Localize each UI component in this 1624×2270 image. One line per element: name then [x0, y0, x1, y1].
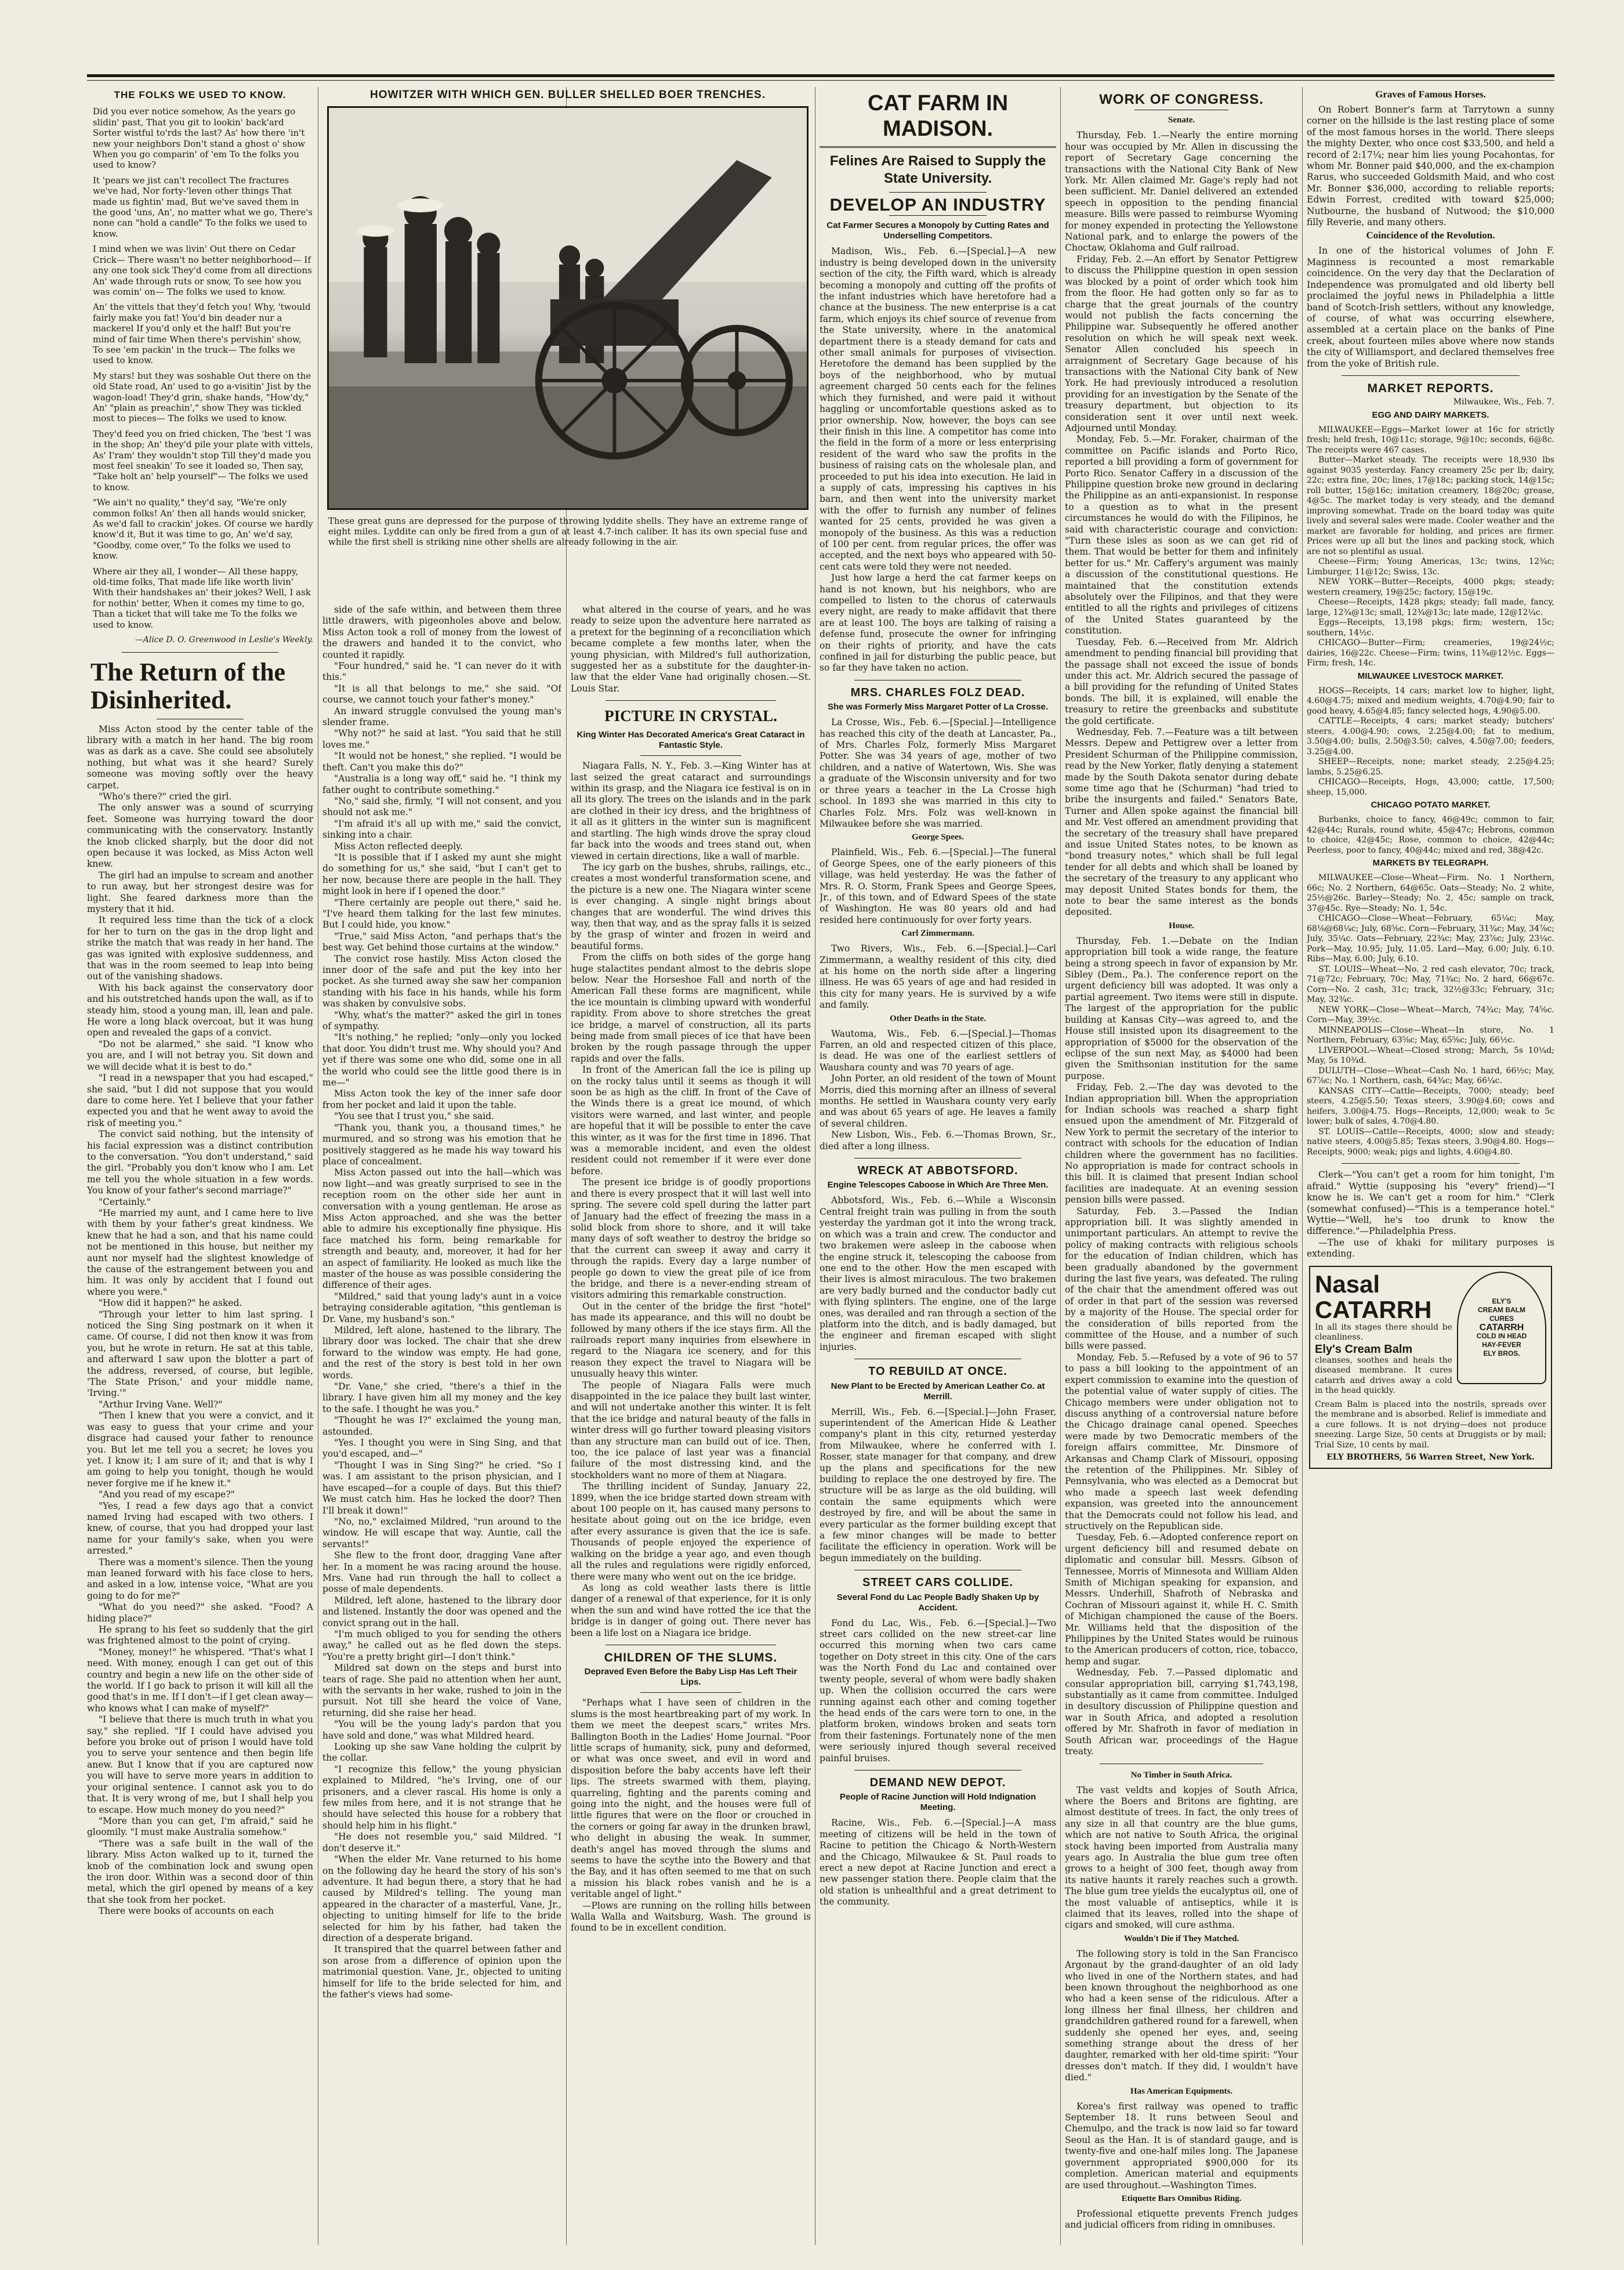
paragraph: ST. LOUIS—Wheat—No. 2 red cash elevator, 70c; track, 71@72c; February, 70c; May, 71¾c; No. 2 hard, 66@67c. Corn—No. 2 cash, 31c; track, 32½@33c; February, 31c; May, 32¾c.: [1307, 964, 1554, 1005]
other-deaths-title: Other Deaths in the State.: [890, 1013, 986, 1023]
paragraph: "No, no," exclaimed Mildred, "run around to the window. He will escape that way. Auntie, call the servants!": [322, 1516, 561, 1549]
street-cars-title: STREET CARS COLLIDE.: [862, 1576, 1013, 1590]
column-divider: [1302, 87, 1303, 2245]
paragraph: With his back against the conservatory door and his outstretched hands upon the wall, as if to steady him, stood a young man, ill, lean and pale. He wore a long black overcoat, but it was hung open and revealed the gaps of a convict.: [87, 982, 313, 1038]
paragraph: "It is all that belongs to me," she said. "Of course, we cannot touch your father's money.": [322, 683, 561, 705]
divider: [640, 755, 741, 756]
paragraph: "Dr. Vane," she cried, "there's a thief in the library. I have given him all my money and the key to the safe. I thought he was you.": [322, 1381, 561, 1414]
paragraph: Korea's first railway was opened to traffic September 18. It runs between Seoul and Chemulpo, and the track is now laid so far toward Seoul as the Han. It is of standard gauge, and is twenty-five and one-half miles long. The Japanese government appropriated $900,000 for its completion. American material and equipments are used throughout.—Washington Times.: [1065, 2101, 1298, 2191]
paragraph: "Thank you, thank you, a thousand times," he murmured, and so strong was his emotion that he positively staggered as he made his way toward his place of concealment.: [322, 1122, 561, 1167]
paragraph: Butter—Market steady. The receipts were 18,930 lbs against 9035 yesterday. Fancy creamery 25c per lb; dairy, 22c; extra fine, 20c; lines, 17@18c; packing stock, 14@15c; roll butter, 15@16c; imitation creamery, 18@20c; grease, 4@5c. The market today is very steady, and the demand improving somewhat. Trade on the board today was quite lively and several sales were made. Cooler weather and the market are favorable for holding, and prices are firmer. Prices were up all but the lines and packing stock, which are not so plentiful as usual.: [1307, 455, 1554, 556]
paragraph: "Why not?" he said at last. "You said that he still loves me.": [322, 728, 561, 750]
top-rule-thin: [87, 80, 1554, 81]
column-divider: [1060, 87, 1061, 2245]
paragraph: Niagara Falls, N. Y., Feb. 3.—King Winter has at last seized the great cataract and surroundings within its grasp, and the Niagara ice festival is on in all its glory. The trees on the islands and in the park are clothed in their icy dress, and the brightness of it all as it glitters in the winter sun is magnificent and startling. The high winds drove the spray cloud far back into the woods and trees stand out, when viewed in certain directions, like a wall of marble.: [571, 761, 811, 861]
spees-body: [820, 847, 1056, 926]
rebuild-title: TO REBUILD AT ONCE.: [868, 1365, 1007, 1378]
divider: [606, 700, 776, 701]
timber-body: [1065, 1785, 1298, 1931]
paragraph: KANSAS CITY—Cattle—Receipts, 7000; steady; beef steers, 4.25@5.50; Texas steers, 3.90@4.60; cows and heifers, 3.00@4.75. Hogs—Receipts, 12,000; weak to 5c lower; bulk of sales, 4.70@4.80.: [1307, 1086, 1554, 1127]
wreck-subhead: Engine Telescopes Caboose in Which Are Three Men.: [827, 1180, 1049, 1190]
folz-subhead: She was Formerly Miss Margaret Potter of La Crosse.: [827, 702, 1049, 712]
paragraph: "Four hundred," said he. "I can never do it with this.": [322, 661, 561, 683]
market-title: MARKET REPORTS.: [1367, 381, 1494, 395]
slums-subhead: Depraved Even Before the Baby Lisp Has Left Their Lips.: [584, 1667, 798, 1688]
telegraph-title: MARKETS BY TELEGRAPH.: [1372, 858, 1489, 868]
ad-product: Ely's Cream Balm: [1315, 1342, 1413, 1356]
joke-body: [1307, 1170, 1554, 1259]
paragraph: —Plows are running on the rolling hills between Walla Walla and Waitsburg, Wash. The ground is found to be in excellent condition.: [571, 1900, 811, 1934]
jar-label: ELY'S: [1492, 1297, 1511, 1306]
wouldnt-title: Wouldn't Die if They Matched.: [1123, 1934, 1239, 1943]
paragraph: "Who's there?" cried the girl.: [99, 791, 232, 802]
ad-header: [1315, 1272, 1546, 1396]
potato-body: [1307, 815, 1554, 856]
paragraph: The people of Niagara Falls were much disappointed in the ice palace they built last winter, and will not undertake another this winter. It is felt that the ice bridge and natural beauty of the falls in winter dress will go further toward pleasing visitors than any structure man can build out of ice. Then, too, the ice palace of last year was a financial failure of the most distressing kind, and the stockholders want no more of them at Niagara.: [571, 1380, 811, 1480]
revolution-body: [1307, 245, 1554, 369]
paragraph: Racine, Wis., Feb. 6.—[Special.]—A mass meeting of citizens will be held in the town of Racine to petition the Chicago & North-Western and the Chicago, Milwaukee & St. Paul roads to erect a new depot at Racine Junction and erect a new passenger station there. People claim that the old station is unhealthful and a great detriment to the community.: [820, 1818, 1056, 1907]
zimmermann-body: [820, 943, 1056, 1011]
paragraph: "Perhaps what I have seen of children in the slums is the most heartbreaking part of my work. In them we meet the deepest scars," writes Mrs. Ballington Booth in the Ladies' Home Journal. "Poor little scraps of humanity, sick, puny and deformed, or what was once sweet, and evil in word and disposition before the baby accents have left their lips. The streets swarmed with them, playing, quarreling, fighting and the parents coming and going into the night, and the houses were full of little figures that were on the floor or crouched in the corners or going far away in the drunken brawl, who delight in abusing the weak. In summer, death's angel has moved through the slums and seems to have the scythe into the Bowery and that the Bay, and it has often seemed to me that on such a mission his black robes vanish and he is a veritable angel of light.": [571, 1697, 811, 1900]
graves-body: [1307, 104, 1554, 228]
egg-title: EGG AND DAIRY MARKETS.: [1372, 410, 1489, 420]
paragraph: Plainfield, Wis., Feb. 6.—[Special.]—The funeral of George Spees, one of the early pioneers of this village, was held yesterday. He was the father of Mrs. R. O. Storm, Frank Spees and George Spees, Jr., of this town, and of Edward Spees of the state of Washington. He was 80 years old and had resided here continuously for over forty years.: [820, 847, 1056, 925]
wreck-title: WRECK AT ABBOTSFORD.: [857, 1164, 1018, 1178]
paragraph: Tuesday, Feb. 6.—Received from Mr. Aldrich amendment to pending financial bill providing that the passage shall not exceed the issue of bonds under this act. Mr. Aldrich secured the passage of a bill providing for the refunding of United States bonds. The bill, it is explained, will enable the treasury to retire the greenbacks and substitute the gold certificate.: [1065, 636, 1298, 726]
egg-body: [1307, 425, 1554, 669]
paragraph: DULUTH—Close—Wheat—Cash No. 1 hard, 66½c; May, 67⅞c; No. 1 Northern, cash, 64¾c; May, 66¼c.: [1307, 1066, 1554, 1086]
paragraph: The following story is told in the San Francisco Argonaut by the grand-daughter of an old lady who lived in one of the Northern states, and had been known throughout the neighborhood as one who had a keen sense of the ridiculous. After a long illness her final illness, her children and grandchildren gathered round for a farewell, when suddenly she opened her eyes, and, seeing something strange about the dress of her daughter, remarked with her old-time spirit: "Your dresses don't match. If they did, I wouldn't have died.": [1065, 1948, 1298, 2083]
paragraph: Cheese—Firm; Young Americas, 13c; twins, 12¾c; Limburger, 11@12c; Swiss, 13c.: [1307, 557, 1554, 577]
jar-label: CATARRH: [1479, 1323, 1524, 1333]
korea-body: [1065, 2101, 1298, 2191]
paragraph: "Yes. I thought you were in Sing Sing, and that you'd escaped, and—": [322, 1438, 561, 1460]
paragraph: The present ice bridge is of goodly proportions and there is every prospect that it will last well into spring. The severe cold spell during the latter part of January had the effect of freezing the mass in a solid block from shore to shore, and it will take many days of soft weather to destroy the bridge so that the current can sweep it away and carry it through the rapids. Every day a large number of people go down to view the great pile of ice from the bridge, and there is a never-ending stream of visitors admiring this remarkable construction.: [571, 1177, 811, 1301]
paragraph: "No," said she, firmly, "I will not consent, and you should not ask me.": [322, 795, 561, 818]
livestock-title: MILWAUKEE LIVESTOCK MARKET.: [1357, 671, 1504, 681]
paragraph: ST. LOUIS—Cattle—Receipts, 4000; slow and steady; native steers, 4.00@5.85; Texas steers, 3.90@4.80. Hogs—Receipts, 9000; weak; pigs and lights, 4.60@4.80.: [1307, 1127, 1554, 1157]
senate-title: Senate.: [1168, 115, 1195, 125]
poem-stanza: My stars! but they was soshable Out there on the old State road, An' used to go a-visitin' Jist by the wagon-load! They'd grin, shake hands, "How'dy," An' "plain as preachin'," show They was tickled most to pieces— The folks we used to know.: [93, 370, 311, 424]
paragraph: "Thought I was in Sing Sing?" he cried. "So I was. I am assistant to the prison physician, and I have escaped—for a couple of days. But this thief? We must catch him. Has he locked the door? Then I'll break it down!": [322, 1460, 561, 1516]
paragraph: NEW YORK—Butter—Receipts, 4000 pkgs; steady; western creamery, 19@25c; factory, 15@19c.: [1307, 577, 1554, 597]
depot-title: DEMAND NEW DEPOT.: [869, 1776, 1006, 1789]
divider: [640, 1692, 741, 1693]
paragraph: Miss Acton reflected deeply.: [334, 841, 463, 852]
cream-balm-jar-icon: [1457, 1272, 1546, 1384]
paragraph: "Thought he was I?" exclaimed the young man, astounded.: [322, 1415, 561, 1437]
potato-title: CHICAGO POTATO MARKET.: [1371, 800, 1491, 810]
story-title: The Return of the Disinherited.: [90, 657, 286, 714]
paragraph: "I read in a newspaper that you had escaped," she said, "but I did not suppose that you would dare to come here. Yet I believe that your father expected you and that he went away to avoid the risk of meeting you.": [87, 1073, 313, 1128]
paragraph: LIVERPOOL—Wheat—Closed strong; March, 5s 10¼d; May, 5s 10¾d.: [1307, 1045, 1554, 1066]
photo-caption: These great guns are depressed for the purpose of throwing lyddite shells. They have an extreme range of eight miles. Lyddite can only be fired from a gun of at least 4.7-inch caliber. It has its own special fuse and while the first shell is striking nine other shells are already following in the air.: [328, 516, 807, 548]
paragraph: "He does not resemble you," said Mildred. "I don't deserve it.": [322, 1831, 561, 1853]
paragraph: "When the elder Mr. Vane returned to his home on the following day he heard the story of his son's adventure. It had begun there, a story that he had caused by Mildred's telling. The young man appeared in the character of a masterful, Vane, Jr., objecting to uniting himself for life to the bride selected for him by his father, had taken the direction of a desperate brigand.: [322, 1854, 561, 1943]
paragraph: Thursday, Feb. 1.—Nearly the entire morning hour was occupied by Mr. Allen in discussing the report of Secretary Gage concerning the transactions with the National City Bank of New York. Mr. Allen claimed Mr. Gage's reply had not been sufficient. Mr. Daniel delivered an extended speech in opposition to the pending financial measure. Bills were passed to reimburse Wyoming for money expended in protecting the Yellowstone National park, and to enlarge the powers of the Choctaw, Oklahoma and Gulf railroad.: [1065, 130, 1298, 254]
paragraph: The convict said nothing, but the intensity of his facial expression was a distinct contribution to the conversation. "You don't understand," said the girl. "Probably you don't know who I am. Let me tell you the whole situation in a few words. You know of your father's second marriage?": [87, 1129, 313, 1196]
paragraph: Just how large a herd the cat farmer keeps on hand is not known, but his neighbors, who are compelled to listen to the chorus of caterwauls every night, are ready to make affidavit that there are at least 100. The boys are talking of raising a defense fund, prosecute the owner for infringing on their rights of priority, and have the cats confined in jail for disturbing the public peace, but so far they have taken no action.: [820, 573, 1056, 674]
paragraph: In one of the historical volumes of John F. Maginness is recounted a most remarkable coincidence. On the very day that the Declaration of Independence was promulgated and old liberty bell proclaimed the joyful news in Philadelphia a little band of Scotch-Irish settlers, without any knowledge, of course, of what was occurring elsewhere, assembled at a certain place on the banks of Pine creek, about fourteen miles above where now stands the city of Williamsport, and declared themselves free from the yoke of British rule.: [1307, 245, 1554, 369]
story-tail: [571, 604, 811, 694]
poem-stanza: I mind when we was livin' Out there on Cedar Crick— There wasn't no better neighborhood— If any one took sick They'd come from all directions An' wade through ruts or snow, To see how you was comin' on— The folks we used to know.: [93, 244, 312, 297]
paragraph: On Robert Bonner's farm at Tarrytown a sunny corner on the hillside is the last resting place of some of the most famous horses in the world. There sleeps the mighty Dexter, who once cost $33,500, and held a record of 2:17¼; near him lies young Pocahontas, for whom Mr. Bonner paid $40,000, and the ex-champion Rarus, who succeeded Goldsmith Maid, and who cost Mr. Bonner $36,000, according to reliable reports; Edwin Forrest, credited with toward $25,000; Nutbourne, the husband of Nutwood; the $10,000 filly Reverie, and many others.: [1307, 104, 1554, 228]
column-6: [1307, 87, 1554, 2245]
paragraph: Miss Acton took the key of the inner safe door from her pocket and laid it upon the table.: [322, 1088, 561, 1110]
paragraph: "Through your letter to him last spring. I noticed the Sing Sing postmark on it when it came. Of course, I did not then know it was from you, but he wrote in return. He sat at this table, and afterward I saw upon the blotter a part of the address, reversed, of course, but legible, 'The State Prison,' and your middle name, 'Irving.'": [87, 1309, 313, 1399]
paragraph: "Then I knew that you were a convict, and it was easy to guess that your crime and your disgrace had caused your father to renounce you. But let me tell you a secret; he loves you yet. I know it; I am sure of it; and that is why I am going to help you tonight, though he would never forgive me if he knew it.": [87, 1410, 313, 1489]
folz-title: MRS. CHARLES FOLZ DEAD.: [850, 686, 1025, 699]
paragraph: He sprang to his feet so suddenly that the girl was frightened almost to the point of crying.: [87, 1624, 313, 1646]
paragraph: NEW YORK—Close—Wheat—March, 74¾c; May, 74⅝c. Corn—May, 39½c.: [1307, 1005, 1554, 1025]
paragraph: Merrill, Wis., Feb. 6.—[Special.]—John Fraser, superintendent of the American Hide & Leather company's plant in this city, returned yesterday from Milwaukee, where he conferred with I. Rosser, state manager for that company, and drew up the plans and specifications for the new building to replace the one destroyed by fire. The structure will be as large as the old building, will contain the same equipments which were destroyed by fire, and will be about the same in every particular as the former building except that a few minor changes will be made to better facilitate the efficiency in operation. Work will be begun immediately on the building.: [820, 1406, 1056, 1563]
ad-text: [1315, 1272, 1452, 1396]
paragraph: Clerk—"You can't get a room for him tonight, I'm afraid." Wyttie (supposing his "every" friend)—"I know he is. We can't get a room for him." "Clerk (somewhat confused)—"This is a temperance hotel." Wyttie—"Well, he's too drunk to know the difference."—Philadelphia Press.: [1307, 1170, 1554, 1237]
paragraph: The girl had an impulse to scream and another to run away, but her strongest desire was for light. She feared darkness more than the mystery that it hid.: [87, 870, 313, 914]
etiquette-title: Etiquette Bars Omnibus Riding.: [1121, 2193, 1242, 2203]
slums-title: CHILDREN OF THE SLUMS.: [604, 1650, 778, 1664]
howitzer-photo: [327, 106, 809, 510]
paragraph: There were books of accounts on each: [99, 1906, 274, 1917]
paragraph: "Arthur Irving Vane. Well?": [99, 1399, 223, 1410]
paragraph: Wautoma, Wis., Feb. 6.—[Special.]—Thomas Farren, an old and respected citizen of this place, is dead. He was one of the earliest settlers of Waushara county and was 70 years of age.: [820, 1028, 1056, 1073]
paragraph: It required less time than the tick of a clock for her to turn on the gas in the drop light and strike the match that was ready in her hand. The gas was ignited with explosive suddenness, and that was in the room seemed to leap into being out of the vanishing shadows.: [87, 915, 313, 982]
etiquette-body: [1065, 2209, 1298, 2231]
rebuild-subhead: New Plant to be Erected by American Leather Co. at Merrill.: [831, 1381, 1045, 1402]
paragraph: Mildred sat down on the steps and burst into tears of rage. She paid no attention when her aunt, with the servants in her wake, rushed to join in the pursuit. Not till she heard the voice of Vane, returning, did she raise her head.: [322, 1663, 561, 1718]
paragraph: MILWAUKEE—Close—Wheat—Firm. No. 1 Northern, 66c; No. 2 Northern, 64@65c. Oats—Steady; No. 2 white, 25½@26c. Barley—Steady; No. 2, 45c; sample on track, 37@45c. Rye—Steady; No. 1, 54c.: [1307, 873, 1554, 913]
divider: [1342, 375, 1520, 376]
folz-body: [820, 717, 1056, 830]
paragraph: Tuesday, Feb. 6.—Adopted conference report on urgent deficiency bill and resumed debate on diplomatic and consular bill. Messrs. Gibson of Tennessee, Morris of Minnesota and William Alden Smith of Michigan speaking for expansion, and Messrs. Underhill, Shafroth of Nebraska and Cochran of Missouri against it, while H. C. Smith of Michigan championed the cause of the Boers. Mr. Williams held that the disposition of the Philippines by the United States would be ruinous to the American producers of cotton, rice, tobacco, hemp and sugar.: [1065, 1532, 1298, 1667]
paragraph: Wednesday, Feb. 7.—Feature was a tilt between Messrs. Depew and Pettigrew over a letter from President Schurman of the Philippine commission, read by the New Yorker, flatly denying a statement made by the South Dakota senator during debate some time ago that he (Schurman) "had tried to bribe the insurgents and failed." Senators Bate, Turner and Allen spoke against the financial bill and Mr. Vest offered an amendment providing that the secretary of the treasury shall have prepared and issue United States notes, to be known as "bond treasury notes," which shall be full legal tender for all debts and which shall be loaned by the secretary of the treasury to any applicant who may deposit United States bonds for them, the note to bear the same interest as the bonds deposited.: [1065, 726, 1298, 918]
paragraph: "Mildred," said that young lady's aunt in a voice betraying considerable agitation, "this gentleman is Dr. Vane, my husband's son.": [322, 1291, 561, 1324]
paragraph: "Australia is a long way off," said he. "I think my father ought to contribute something.": [322, 773, 561, 795]
paragraph: "Certainly.": [99, 1196, 151, 1207]
column-4: [820, 87, 1056, 2245]
ad-line: In all its stages there should be cleanliness.: [1315, 1322, 1452, 1342]
catarrh-advertisement: [1309, 1266, 1552, 1469]
jar-label: ELY BROS.: [1483, 1349, 1520, 1358]
divider: [889, 192, 987, 193]
paragraph: "What do you need?" she asked. "Food? A hiding place?": [87, 1602, 313, 1624]
paragraph: "It is possible that if I asked my aunt she might do something for us," she said, "but I can't get to her now, because there are people in the hall. They might look in here if I opened the door.": [322, 852, 561, 897]
develop-subhead: Cat Farmer Secures a Monopoly by Cutting Rates and Underselling Competitors.: [826, 220, 1049, 241]
paragraph: Cheese—Receipts, 1428 pkgs; steady; fall made, fancy, large, 12¾@13c; small, 12¾@13c; late made, 12@12¼c.: [1307, 598, 1554, 617]
revolution-title: Coincidence of the Revolution.: [1366, 230, 1495, 241]
poem: [87, 106, 313, 630]
paragraph: CHICAGO—Butter—Firm; creameries, 19@24½c; dairies, 16@22c. Cheese—Firm; twins, 11¾@12½c. Eggs—Firm; fresh, 14c.: [1307, 638, 1554, 668]
paragraph: Miss Acton passed out into the hall—which was now light—and was greatly surprised to see in the reception room on the other side her aunt in conversation with a young gentleman. He arose as Miss Acton approached, and she was the better able to admire his exceptionally fine physique. His face matched his form, being remarkable for strength and beauty, and, moreover, it had for her an aspect of familiarity. He looked as much like the master of the house as was possible considering the difference of their ages.: [322, 1167, 561, 1291]
congress-title: WORK OF CONGRESS.: [1099, 92, 1264, 107]
paragraph: Monday, Feb. 5.—Mr. Foraker, chairman of the committee on Pacific islands and Porto Rico, reported a bill providing a form of government for Porto Rico. Senator Caffery in a discussion of the Philippine question broke new ground in declaring the Philippine as an anti-expansionist. In response to a question as to what in the present circumstances he would do with the Filipinos, he said with characteristic courage and conviction: "Turn these isles as soon as we can get rid of them. That would be better for them and infinitely better for us." Mr. Caffery's argument was mainly a discussion of the constitutional questions. He maintained that the constitution extends absolutely over the Filipinos, and that they were entitled to all the rights and privileges of citizens of the United States guaranteed by the constitution.: [1065, 434, 1298, 636]
paragraph: SHEEP—Receipts, none; market steady, 2.25@4.25; lambs, 5.25@6.25.: [1307, 757, 1554, 777]
rebuild-body: [820, 1407, 1056, 1565]
paragraph: —The use of khaki for military purposes is extending.: [1307, 1237, 1554, 1259]
paragraph: Monday, Feb. 5.—Refused by a vote of 96 to 57 to pass a bill looking to the appointment of an expert commission to examine into the question of the potential value of water supply of cities. The Chicago members were under obligation not to discuss anything of a controversial nature before the Chicago drainage canal opened. Speeches were made by two Democratic members of the foreign affairs committee, Mr. Dinsmore of Arkansas and Champ Clark of Missouri, opposing the retention of the Philippines. Mr. Sibley of Pennsylvania, who was elected as a Democrat but who made a speech last week defending expansion, was greeted into the announcement that the Democrats could not follow his lead, and structively on the Republican side.: [1065, 1352, 1298, 1532]
cat-farm-subhead: Felines Are Raised to Supply the State University.: [829, 153, 1046, 186]
paragraph: "You will be the young lady's pardon that you have sold and done," was what Mildred heard.: [322, 1719, 561, 1741]
paragraph: "And you read of my escape?": [99, 1489, 235, 1500]
paragraph: La Crosse, Wis., Feb. 6.—[Special.]—Intelligence has reached this city of the death at Lancaster, Pa., of Mrs. Charles Folz, formerly Miss Margaret Potter. She was 34 years of age, mother of two children, and a native of Watertown, Wis. She was a graduate of the Wisconsin university and for two or three years a teacher in the La Crosse high school. In 1893 she was married in this city to Charles Folz. Mrs. Folz was well-known in Milwaukee before she was married.: [820, 717, 1056, 829]
zimmermann-title: Carl Zimmermann.: [901, 929, 974, 939]
slums-body: [571, 1697, 811, 1934]
paragraph: Thursday, Feb. 1.—Debate on the Indian appropriation bill took a wide range, the feature being a strong speech in favor of expansion by Mr. Sibley (Dem., Pa.). The conference report on the urgent deficiency bill was adopted. It was only a partial agreement. Two items were still in dispute. The largest of the appropriation for the public building at Kansas City—was agreed to, and the House still insisted upon its disagreement to the appropriation of $5000 for the observation of the eclipse of the sun next May, as $4000 had been given the Smithsonian institution for the same purpose.: [1065, 935, 1298, 1081]
paragraph: Professional etiquette prevents French judges and judicial officers from riding in omnibuses.: [1065, 2208, 1298, 2231]
paragraph: Burbanks, choice to fancy, 46@49c; common to fair, 42@44c; Rurals, round white, 45@47c; Hebrons, common to choice, 42@45c; Rose, common to choice, 42@44c; Peerless, poor to fancy, 40@44c; mixed and red, 38@42c.: [1307, 815, 1554, 855]
livestock-body: [1307, 686, 1554, 798]
paragraph: The icy garb on the bushes, shrubs, railings, etc., creates a most wonderful transformation scene, and the picture is a new one. The Niagara winter scene is ever changing. A single night brings about changes that are wonderful. The wind drives this way, then that way, and as the spray falls it is seized by the grasp of winter and frozen in weird and beautiful forms.: [571, 861, 811, 951]
divider: [854, 1770, 1021, 1771]
jar-label: CURES: [1489, 1315, 1514, 1323]
paragraph: "There was a safe built in the wall of the library. Miss Acton walked up to it, turned the knob of the combination lock and swung open the iron door. Within was a second door of thin metal, which the girl opened by means of a key that she took from her pocket.: [87, 1838, 313, 1905]
paragraph: "It's nothing," he replied; "only—only you locked that door. You didn't trust me. Why should you? And yet if there was some one who did, some one in all the world who could see the little good there is in me—": [322, 1032, 561, 1088]
paragraph: Wednesday, Feb. 7.—Passed diplomatic and consular appropriation bill, carrying $1,743,198, substantially as it came from committee. Indulged in desultory discussion of Philippine question and war in South Africa, and adopted a resolution offered by Mr. Shafroth in favor of mediation in South African war, proceedings of the Hague treaty.: [1065, 1667, 1298, 1757]
poem-stanza: An' the vittels that they'd fetch you! Why, 'twould fairly make you fat! You'd bin deader nur a mackerel If you'd only et the half! But you're mind of fair time When there's pervishin' show, To see 'em packin' in the truck— The folks we used to know.: [93, 302, 311, 366]
paragraph: The only answer was a sound of scurrying feet. Someone was hurrying toward the door communicating with the conservatory. Instantly the knob clicked sharply, but the door did not open because it was locked, as Miss Acton well knew.: [87, 802, 313, 870]
jar-label: COLD IN HEAD: [1476, 1332, 1527, 1341]
paragraph: John Porter, an old resident of the town of Mount Morris, died this morning after an illness of several months. He settled in Waushara county very early and was about 65 years of age. He leaves a family of several children.: [820, 1073, 1056, 1129]
jar-label: HAY-FEVER: [1482, 1341, 1521, 1349]
paragraph: The vast veldts and kopjes of South Africa, where the Boers and Britons are fighting, are almost destitute of trees. In fact, the only trees of any size in all that country are the blue gums, which are not native to South Africa, the original stock having been imported from Australia many years ago. In Australia the blue gum tree often grows to a height of 300 feet, though away from its native haunts it rarely reaches such a growth. The blue gum tree yields the eucalyptus oil, one of the most valuable of antiseptics, while it is claimed that its leaves, rolled into the shape of cigars and smoked, will cure asthma.: [1065, 1784, 1298, 1931]
paragraph: "Do not be alarmed," she said. "I know who you are, and I will not betray you. Sit down and we will decide what it is best to do.": [87, 1038, 313, 1072]
paragraph: Madison, Wis., Feb. 6.—[Special.]—A new industry is being developed down in the university section of the city, the Fifth ward, which is already becoming a monopoly and cutting off the profits of the infant industries which have heretofore had a chance at the business. The new enterprise is a cat farm, which enjoys its chief source of revenue from the State university, where in the anatomical department there is a steady demand for cats and other small animals for purposes of vivisection. Heretofore the demand has been supplied by the boys of the neighborhood, who by mutual agreement charged 50 cents each for the felines which they furnished, and were paid it without haggling or uncomfortable questions asked as to prior ownership. Now, however, the boys can see their finish in this line. A competitor has come into the field in the form of a more or less enterprising resident of the ward who saw the profits in the business of raising cats on the wholesale plan, and proceeded to put his idea into execution. He laid in a supply of cats, impressing his captives in his barn, and then went into the university market with the offer to furnish any number of felines wanted for 25 cents, provided he was given a monopoly of the business. As this was a reduction of 100 per cent. from regular prices, the offer was accepted, and the next boys who appeared with 50-cent cats were told they were not needed.: [820, 246, 1056, 572]
paragraph: As long as cold weather lasts there is little danger of a renewal of that experience, for it is only when the sun and wind have rotted the ice that the bridge is in danger of going out. There never has been a life lost on a Niagara ice bridge.: [571, 1582, 811, 1638]
paragraph: From the cliffs on both sides of the gorge hang huge stalactites pendant almost to the debris slope below. Near the Horseshoe Fall and north of the American Fall these forms are magnificent, while the ice mountain is climbing upward with wonderful rapidity. From above to shore stretches the great ice bridge, a marvel of construction, all its parts being made from small pieces of ice that have been broken by the rough passage through the upper rapids and over the falls.: [571, 952, 811, 1064]
depot-body: [820, 1818, 1056, 1907]
paragraph: "Yes, I read a few days ago that a convict named Irving had escaped with two others. I knew, of course, that you had dropped your last name for your family's sake, when you were arrested.": [87, 1500, 313, 1556]
poem-stanza: "We ain't no quality," they'd say, "We're only common folks! An' then all hands would snicker, As we'd fall to crackin' jokes. Of course we hardly know'd it, But it was time to go, An' we'd say, "Goodby, come over," To the folks we used to know.: [93, 497, 313, 562]
ad-line: Cream Balm is placed into the nostrils, spreads over the membrane and is absorbed. Relief is immediate and a cure follows. It is not drying—does not produce sneezing. Large Size, 50 cents at Druggists or by mail; Trial Size, 10 cents by mail.: [1315, 1399, 1546, 1450]
divider: [122, 652, 278, 653]
paragraph: It transpired that the quarrel between father and son arose from a difference of opinion upon the matrimonial question. Vane, Jr., objected to uniting himself for life to the bride selected for him, and the father's views had some-: [322, 1944, 561, 2000]
paragraph: Two Rivers, Wis., Feb. 6.—[Special.]—Carl Zimmermann, a wealthy resident of this city, died at his home on the north side after a lingering illness. He was 65 years of age and had resided in this city for many years. He is survived by a wife and family.: [820, 943, 1056, 1011]
paragraph: Mildred, left alone, hastened to the library. The library door was locked. The chair that she drew forward to the window was empty. He had gone, and the rest of the story is best told in her own words.: [322, 1325, 561, 1381]
paragraph: "It would not be honest," she replied. "I would be theft. Can't you make this do?": [322, 751, 561, 773]
paragraph: Out in the center of the bridge the first "hotel" has made its appearance, and this will no doubt be followed by many others if the ice stays firm. All the railroads report many inquiries from elsewhere in regard to the Niagara ice scenery, and for this reason they expect the travel to Niagara will be unusually heavy this winter.: [571, 1301, 811, 1380]
develop-title: DEVELOP AN INDUSTRY: [829, 195, 1046, 215]
crystal-title: PICTURE IN CRYSTAL.: [604, 707, 777, 725]
paragraph: Abbotsford, Wis., Feb. 6.—While a Wisconsin Central freight train was pulling in from the south yesterday the yardman got it into the wrong track, on which was a train and crew. The conductor and two brakemen were asleep in the caboose when the engine struck it, telescoping the caboose from one end to the other. How the men escaped with their lives is almost miraculous. The two brakemen are very badly burned and the conductor badly cut with flying splinters. The engine, one of the large ones, was derailed and ran through a section of the platform into the ditch, and is badly damaged, but the engineer and fireman escaped with slight injuries.: [820, 1195, 1056, 1352]
paragraph: "I'm afraid it's all up with me," said the convict, sinking into a chair.: [322, 818, 561, 841]
paragraph: Friday, Feb. 2.—An effort by Senator Pettigrew to discuss the Philippine question in open session was blocked by a point of order which took him from the floor. He had gotten only so far as to charge that the great journals of the country would not publish the facts concerning the Philippine war. Subsequently he offered another resolution on which he will speak next week. Senator Allen concluded his speech in arraignment of Secretary Gage because of his transactions with the National City bank of New York. He had previously introduced a resolution providing for an investigation by the Senate of the treasury department, but objection to its consideration sent it over until next week. Adjourned until Monday.: [1065, 254, 1298, 433]
market-dateline: Milwaukee, Wis., Feb. 7.: [1453, 397, 1554, 407]
street-cars-body: [820, 1618, 1056, 1764]
paragraph: "He married my aunt, and I came here to live with them by your father's great kindness. We knew that he had a son, and that his name could not be mentioned in this house, but neither my aunt nor myself had the slightest knowledge of the cause of the estrangement between you and him. It was only by accident that I found out where you were.": [87, 1207, 313, 1297]
telegraph-body: [1307, 873, 1554, 1157]
paragraph: Friday, Feb. 2.—The day was devoted to the Indian appropriation bill. When the appropriation for Indian schools was reached a sharp fight ensued upon the amendment of Mr. Fitzgerald of New York to permit the secretary of the interior to contract with schools for the education of Indian children where the government has no facilities. No appropriation is made for contract schools in this bill. It is claimed that present Indian school facilities are inadequate. At an evening session pension bills were passed.: [1065, 1082, 1298, 1205]
korea-title: Has American Equipments.: [1130, 2086, 1233, 2096]
graves-title: Graves of Famous Horses.: [1375, 89, 1486, 100]
howitzer-illustration: [329, 108, 807, 508]
paragraph: "You see that I trust you," she said.: [334, 1111, 494, 1122]
paragraph: CHICAGO—Close—Wheat—February, 65¼c; May, 68⅛@68¼c; July, 68⅝c. Corn—February, 31¾c; May, 34⅞c; July, 35¼c. Oats—February, 22¾c; May, 23⅞c; July, 23¼c. Pork—May, 10.95; July, 11.05. Lard—May, 6.00; July, 6.10. Ribs—May, 6.00; July, 6.10.: [1307, 914, 1554, 964]
poem-stanza: They'd feed you on fried chicken, The 'best 'I was in the shop; An' they'd pile your plate with vittels, As' I'ram' they wouldn't stop Till they'd made you most feel sneakin' To see it loaded so, Then say, "Take holt an' help yourself"— The folks we used to know.: [93, 428, 313, 493]
story-body: [87, 724, 313, 1917]
poem-credit: —Alice D. O. Greenwood in Leslie's Weekly.: [135, 635, 313, 645]
paragraph: Eggs—Receipts, 13,198 pkgs; firm; western, 15c; southern, 14½c.: [1307, 618, 1554, 638]
ad-address: ELY BROTHERS, 56 Warren Street, New York.: [1326, 1453, 1535, 1462]
paragraph: The thrilling incident of Sunday, January 22, 1899, when the ice bridge started down stream with about 100 people on it, has caused many persons to hesitate about going out on the ice bridge, even after every assurance is given that the ice is safe. Thousands of people enjoyed the experience of walking on the bridge a year ago, and even though all the rules and regulations were rigidly enforced, there were many who went out on the ice bridge.: [571, 1481, 811, 1582]
paragraph: Saturday, Feb. 3.—Passed the Indian appropriation bill. It was slightly amended in unimportant particulars. An attempt to revive the policy of making contracts with religious schools for the education of Indian children, which has been gradually abandoned by the government during the last five years, was defeated. The ruling of the chair that the amendment offered was out of order in that part of the session was reversed by a majority of the House. The special order for the consideration of bills reported from the committee of the House, and a number of such bills were passed.: [1065, 1205, 1298, 1352]
house-title: House.: [1169, 921, 1194, 931]
paragraph: MILWAUKEE—Eggs—Market lower at 16c for strictly fresh; held fresh, 10@11c; storage, 9@10c; seconds, 6@8c. The receipts were 467 cases.: [1307, 425, 1554, 455]
paragraph: Looking up she saw Vane holding the culprit by the collar.: [322, 1742, 561, 1764]
paragraph: MINNEAPOLIS—Close—Wheat—In store, No. 1 Northern, February, 63⅝c; May, 65⅝c; July, 66½c.: [1307, 1025, 1554, 1045]
crystal-subhead: King Winter Has Decorated America's Great Cataract in Fantastic Style.: [577, 730, 805, 751]
paragraph: "There certainly are people out there," said he. "I've heard them talking for the last few minutes. But I could hide, you know.": [322, 897, 561, 931]
paragraph: The convict rose hastily. Miss Acton closed the inner door of the safe and put the key into her pocket. As she turned away she saw her companion standing with his face in his hands, while his form was shaken by convulsive sobs.: [322, 953, 561, 1009]
develop-body: [820, 246, 1056, 674]
paragraph: "Why, what's the matter?" asked the girl in tones of sympathy.: [322, 1009, 561, 1032]
paragraph: CHICAGO—Receipts, Hogs, 43,000; cattle, 17,500; sheep, 15,000.: [1307, 777, 1554, 797]
other-deaths-body: [820, 1029, 1056, 1152]
top-rule: [87, 74, 1554, 77]
story-continued: [322, 604, 561, 2000]
ad-title: Nasal CATARRH: [1315, 1270, 1432, 1323]
paragraph: In front of the American fall the ice is piling up on the rocky talus until it seems as though it will soon be as high as the cliff. In front of the Cave of the Winds there is a great ice mound, of which visitors were warned, and last winter, and people are hopeful that it will be possible to enter the cave this winter, as it was for the first time in 1896. That was a memorable incident, and even the oldest resident could not remember if it were ever done before.: [571, 1065, 811, 1176]
column-3: [571, 604, 811, 2245]
paragraph: "Money, money!" he whispered. "That's what I need. With money, enough I can get out of this country and begin a new life on the other side of the world. If I go back to prison it will kill all the good that's in me. If I don't—if I get clean away—who knows what I can make of myself?": [87, 1646, 313, 1714]
wouldnt-body: [1065, 1949, 1298, 2084]
paragraph: HOGS—Receipts, 14 cars; market low to higher, light, 4.60@4.75; mixed and medium weights, 4.70@4.90; fair to good heavy, 4.65@4.85; fancy selected hogs, 4.90@5.00.: [1307, 686, 1554, 716]
paragraph: New Lisbon, Wis., Feb. 6.—Thomas Brown, Sr., died after a long illness.: [820, 1129, 1056, 1152]
column-2: [322, 604, 561, 2245]
ad-line: cleanses, soothes and heals the diseased membrane. It cures catarrh and drives away a cold in the head quickly.: [1315, 1355, 1452, 1396]
paragraph: CATTLE—Receipts, 4 cars; market steady; butchers' steers, 4.00@4.90; cows, 2.25@4.00; fat to medium, 3.50@4.00; bulls, 2.50@3.50; calves, 4.50@7.00; feeders, 3.25@4.00.: [1307, 716, 1554, 756]
paragraph: what altered in the course of years, and he was ready to seize upon the adventure here narrated as a pretext for the beginning of a reconciliation which became complete a few months later, when the young physician, with Mildred's full authorization, suggested her as a substitute for the daughter-in-law that the elder Vane had originally chosen.—St. Louis Star.: [571, 604, 811, 694]
poem-stanza: Where air they all, I wonder— All these happy, old-time folks, That made life like worth livin' With their handshakes an' their jokes? Well, I ask for nothin' better, When it comes my time to go, Than a ticket that will take me To the folks we used to know.: [93, 566, 311, 630]
paragraph: "I believe that there is much truth in what you say," she replied. "If I could have advised you before you broke out of prison I would have told you to serve your sentence and then begin life anew. But I know that if you are captured now you will have to serve more years in addition to your original sentence. I cannot ask you to do that. It is very wrong of me, but I shall help you to escape. How much money do you need?": [87, 1714, 313, 1815]
paragraph: Miss Acton stood by the center table of the library with a match in her hand. The big room was as dark as a cave. She could see absolutely nothing, but what was it she heard? Surely someone was moving softly over the heavy carpet.: [87, 723, 313, 791]
column-5: [1065, 87, 1298, 2245]
street-cars-subhead: Several Fond du Lac People Badly Shaken Up by Accident.: [836, 1592, 1039, 1613]
depot-subhead: People of Racine Junction will Hold Indignation Meeting.: [839, 1792, 1036, 1813]
paragraph: "I'm much obliged to you for sending the others away," he called out as he fled down the steps. "You're a pretty bright girl—I don't think.": [322, 1628, 561, 1662]
paragraph: An inward struggle convulsed the young man's slender frame.: [322, 705, 561, 728]
paragraph: Fond du Lac, Wis., Feb. 6.—[Special.]—Two street cars collided on the new street-car line occurred this morning when two cars came together on Doty street in this city. One of the cars was the North Fond du Lac and contained over twenty people, several of whom were badly shaken up. When the collision occurred the cars were running against each other and coming together the head ends of the cars were torn to one, in the platform broken, windows broken and seats torn from their fastenings. Fortunately none of the men were seriously injured though several received painful bruises.: [820, 1617, 1056, 1764]
photo-title: HOWITZER WITH WHICH GEN. BULLER SHELLED BOER TRENCHES.: [369, 89, 766, 101]
divider: [889, 215, 987, 216]
spees-title: George Spees.: [912, 832, 964, 842]
timber-title: No Timber in South Africa.: [1130, 1770, 1232, 1780]
paragraph: "How did it happen?" he asked.: [99, 1298, 242, 1309]
poem-title: THE FOLKS WE USED TO KNOW.: [114, 89, 287, 100]
crystal-body: [571, 761, 811, 1639]
paragraph: "More than you can get, I'm afraid," said he gloomily. "I must make Australia somehow.": [87, 1815, 313, 1838]
paragraph: "True," said Miss Acton, "and perhaps that's the best way. Get behind those curtains at the window.": [322, 931, 561, 953]
paragraph: She flew to the front door, dragging Vane after her. In a moment he was racing around the house. Mrs. Vane had run through the hall to collect a posse of male dependents.: [322, 1550, 561, 1595]
paragraph: Mildred, left alone, hastened to the library door and listened. Instantly the door was opened and the convict sprang out in the hall.: [322, 1595, 561, 1628]
jar-label: CREAM BALM: [1478, 1306, 1525, 1315]
paragraph: side of the safe within, and between them three little drawers, with pigeonholes above and below. Miss Acton took a roll of money from the lowest of the drawers and handed it to the convict, who counted it rapidly.: [322, 604, 561, 660]
paragraph: There was a moment's silence. Then the young man leaned forward with his face close to hers, and asked in a low, intense voice, "What are you going to do for me?": [87, 1556, 313, 1601]
poem-stanza: It 'pears we jist can't recollect The fractures we've had, Nor forty-'leven other things That made us fightin' mad, But we've saved them in the good 'uns, An', no matter what we go, There's none can "hold a candle" To the folks we used to know.: [93, 175, 313, 239]
senate-body: [1065, 130, 1298, 918]
poem-stanza: Did you ever notice somehow, As the years go slidin' past, That you git to lookin' back'ard Sorter wistful to'rds the last? As' how there 'in't new your neighbors Don't stand a ghost o' show When you go comparin' of 'em To the folks you used to know?: [93, 106, 306, 171]
wreck-body: [820, 1195, 1056, 1353]
photo-block: [322, 87, 813, 598]
column-1: [87, 87, 313, 2245]
cat-farm-title: CAT FARM IN MADISON.: [820, 90, 1056, 148]
paragraph: "I recognize this fellow," the young physician explained to Mildred, "he's Irving, one of our prisoners, and a clever rascal. His home is only a few miles from here, and it is not strange that he should have selected this house for a robbery that should help him in his flight.": [322, 1764, 561, 1831]
divider: [1342, 1163, 1520, 1164]
house-body: [1065, 936, 1298, 1758]
